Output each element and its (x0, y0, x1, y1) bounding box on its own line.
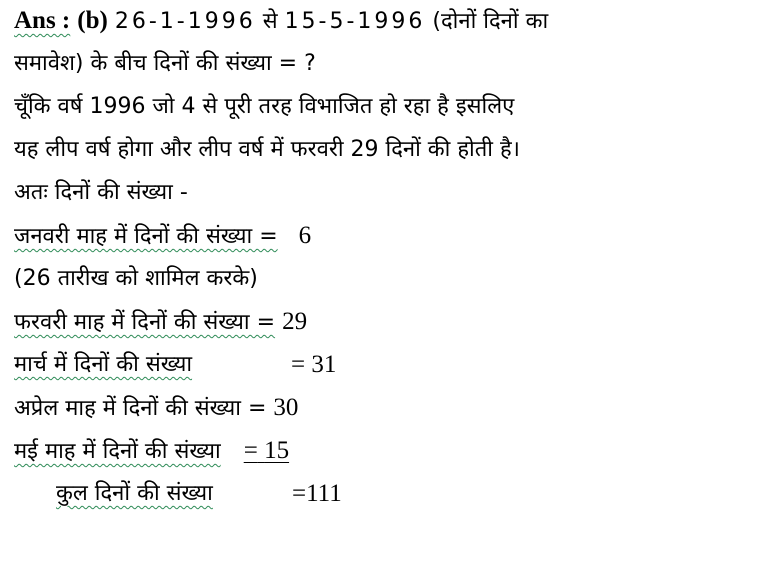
march-value: 31 (311, 351, 337, 378)
april-value: 30 (273, 394, 299, 421)
may-value: 15 (264, 437, 290, 464)
january-note: (26 तारीख को शामिल करके) (14, 266, 258, 291)
january-value: 6 (298, 222, 312, 249)
may-equals: = (243, 437, 258, 464)
answer-tail: (दोनों दिनों का (432, 9, 549, 34)
total-label: कुल दिनों की संख्या (56, 481, 213, 506)
may-sum-underline (234, 437, 293, 464)
total-row (56, 479, 342, 509)
april-row (14, 393, 298, 424)
february-label: फरवरी माह में दिनों की संख्या = (14, 310, 276, 335)
march-equals: = (291, 351, 306, 378)
february-value: 29 (282, 308, 308, 335)
january-label: जनवरी माह में दिनों की संख्या = (14, 224, 278, 249)
answer-option: (b) (77, 7, 108, 34)
march-row (14, 350, 337, 380)
answer-label: Ans : (14, 7, 71, 34)
start-date: 26-1-1996 (114, 9, 256, 34)
question-line: समावेश) के बीच दिनों की संख्या = ? (14, 51, 316, 76)
leap-year-reason: चूँकि वर्ष 1996 जो 4 से पूरी तरह विभाजित हो रहा है इसलिए (14, 94, 515, 119)
answer-line (14, 6, 548, 37)
march-label: मार्च में दिनों की संख्या (14, 352, 193, 377)
from-word: से (262, 9, 278, 34)
end-date: 15-5-1996 (284, 9, 426, 34)
leap-year-conclusion: यह लीप वर्ष होगा और लीप वर्ष में फरवरी 29 दिनों की होती है। (14, 137, 520, 162)
may-row (14, 436, 293, 467)
may-label: मई माह में दिनों की संख्या (14, 439, 221, 464)
april-label: अप्रेल माह में दिनों की संख्या = (14, 396, 267, 421)
february-row (14, 307, 307, 338)
therefore-line: अतः दिनों की संख्या - (14, 180, 188, 205)
january-row (14, 221, 311, 252)
total-value: =111 (292, 480, 342, 507)
